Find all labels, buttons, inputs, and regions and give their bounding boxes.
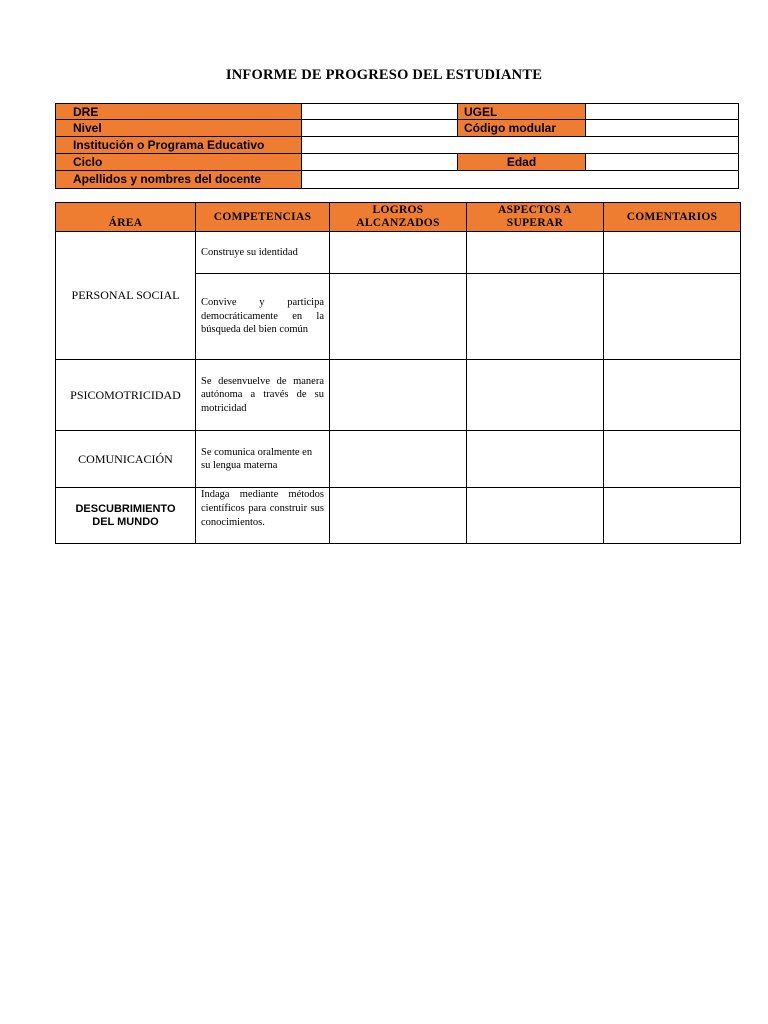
dre-label: DRE [55, 103, 302, 120]
logros-cell[interactable] [329, 273, 467, 360]
ugel-field[interactable] [585, 103, 739, 120]
logros-cell[interactable] [329, 487, 467, 544]
header-competencias: COMPETENCIAS [195, 202, 330, 232]
dre-field[interactable] [301, 103, 458, 120]
institucion-label: Institución o Programa Educativo [55, 136, 302, 154]
competencia-desenvuelve: Se desenvuelve de manera autónoma a través de su motricidad [195, 359, 330, 431]
aspectos-cell[interactable] [466, 430, 604, 488]
edad-label: Edad [457, 153, 586, 171]
docente-label: Apellidos y nombres del docente [55, 170, 302, 189]
logros-cell[interactable] [329, 430, 467, 488]
institucion-field[interactable] [301, 136, 739, 154]
comentarios-cell[interactable] [603, 231, 741, 274]
competencia-identidad: Construye su identidad [195, 231, 330, 274]
page-title: INFORME DE PROGRESO DEL ESTUDIANTE [225, 67, 543, 83]
area-personal-social: PERSONAL SOCIAL [55, 231, 196, 360]
aspectos-cell[interactable] [466, 359, 604, 431]
aspectos-cell[interactable] [466, 273, 604, 360]
comentarios-cell[interactable] [603, 273, 741, 360]
area-psicomotricidad: PSICOMOTRICIDAD [55, 359, 196, 431]
header-area: ÁREA [55, 202, 196, 232]
competencia-indaga: Indaga mediante métodos científicos para construir sus conocimientos. [195, 487, 330, 544]
logros-cell[interactable] [329, 231, 467, 274]
docente-field[interactable] [301, 170, 739, 189]
nivel-field[interactable] [301, 119, 458, 137]
header-logros: LOGROS ALCANZADOS [329, 202, 467, 232]
comentarios-cell[interactable] [603, 487, 741, 544]
nivel-label: Nivel [55, 119, 302, 137]
area-descubrimiento: DESCUBRIMIENTO DEL MUNDO [55, 487, 196, 544]
comentarios-cell[interactable] [603, 430, 741, 488]
edad-field[interactable] [585, 153, 739, 171]
competencia-convive: Convive y participa democráticamente en la búsqueda del bien común [195, 273, 330, 360]
area-comunicacion: COMUNICACIÓN [55, 430, 196, 488]
ugel-label: UGEL [457, 103, 586, 120]
competencia-comunica: Se comunica oralmente en su lengua materna [195, 430, 330, 488]
codigo-modular-label: Código modular [457, 119, 586, 137]
header-aspectos: ASPECTOS A SUPERAR [466, 202, 604, 232]
aspectos-cell[interactable] [466, 487, 604, 544]
logros-cell[interactable] [329, 359, 467, 431]
ciclo-label: Ciclo [55, 153, 302, 171]
ciclo-field[interactable] [301, 153, 458, 171]
codigo-modular-field[interactable] [585, 119, 739, 137]
aspectos-cell[interactable] [466, 231, 604, 274]
comentarios-cell[interactable] [603, 359, 741, 431]
header-comentarios: COMENTARIOS [603, 202, 741, 232]
